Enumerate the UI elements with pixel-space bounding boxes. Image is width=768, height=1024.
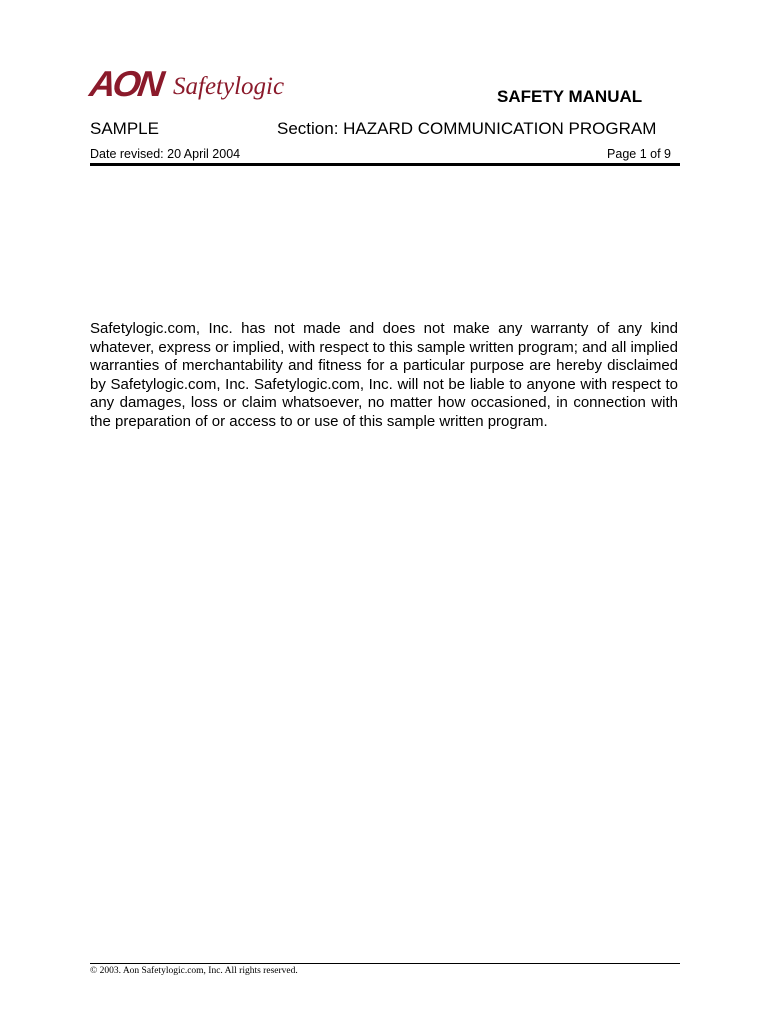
- logo-brand: AON: [87, 63, 164, 104]
- disclaimer-paragraph: Safetylogic.com, Inc. has not made and does not make any warranty of any kind whatever, express or implied, with respect to this sample written program; and all implied warranties of merchantability and fitness for a particular purpose are hereby disclaimed by Safetylogic.com, Inc. Safetylogic.com, Inc. will not be liable to anyone with respect to any damages, loss or claim whatsoever, no matter how occasioned, in connection with the preparation of or access to or use of this sample written program.: [90, 320, 678, 430]
- section-title: Section: HAZARD COMMUNICATION PROGRAM: [277, 119, 657, 138]
- manual-title: SAFETY MANUAL: [497, 87, 643, 106]
- footer-copyright: © 2003. Aon Safetylogic.com, Inc. All rights reserved.: [90, 966, 298, 976]
- sample-label: SAMPLE: [90, 119, 159, 138]
- date-revised: Date revised: 20 April 2004: [90, 147, 241, 161]
- logo-subtitle: Safetylogic: [173, 73, 285, 100]
- header-divider: [90, 163, 680, 166]
- page-number: Page 1 of 9: [607, 147, 671, 161]
- company-logo: [87, 62, 285, 104]
- footer-divider: [90, 963, 680, 964]
